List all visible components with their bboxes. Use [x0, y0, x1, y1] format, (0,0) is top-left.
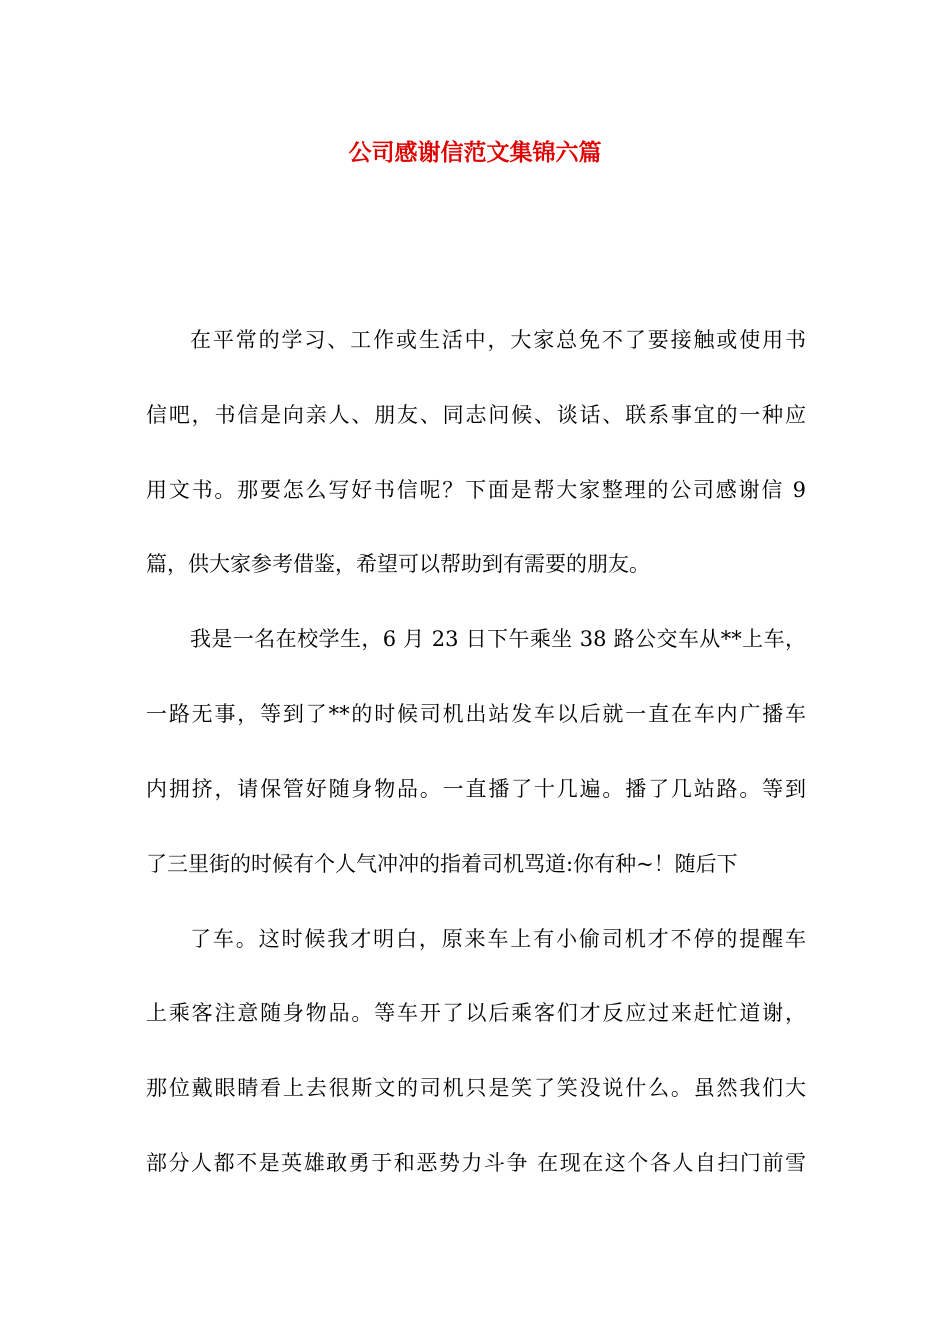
paragraph-line: 一路无事，等到了**的时候司机出站发车以后就一直在车内广播车 — [146, 702, 806, 726]
paragraph-line: 上乘客注意随身物品。等车开了以后乘客们才反应过来赶忙道谢， — [146, 1001, 806, 1025]
paragraph-line: 我是一名在校学生，6 月 23 日下午乘坐 38 路公交车从**上车， — [190, 627, 806, 651]
paragraph-line: 部分人都不是英雄敢勇于和恶势力斗争 在现在这个各人自扫门前雪 — [146, 1151, 806, 1175]
paragraph-line: 了三里街的时候有个人气冲冲的指着司机骂道:你有种~！随后下 — [146, 852, 738, 876]
paragraph-line: 在平常的学习、工作或生活中，大家总免不了要接触或使用书 — [190, 328, 806, 352]
paragraph-line: 用文书。那要怎么写好书信呢？下面是帮大家整理的公司感谢信 9 — [146, 478, 806, 502]
paragraph-line: 内拥挤，请保管好随身物品。一直播了十几遍。播了几站路。等到 — [146, 777, 806, 801]
paragraph-line: 篇，供大家参考借鉴，希望可以帮助到有需要的朋友。 — [146, 552, 650, 576]
paragraph-line: 那位戴眼睛看上去很斯文的司机只是笑了笑没说什么。虽然我们大 — [146, 1076, 806, 1100]
paragraph-line: 了车。这时候我才明白，原来车上有小偷司机才不停的提醒车 — [190, 927, 806, 951]
paragraph-line: 信吧，书信是向亲人、朋友、同志问候、谈话、联系事宜的一种应 — [146, 403, 806, 427]
document-title: 公司感谢信范文集锦六篇 — [348, 139, 602, 166]
